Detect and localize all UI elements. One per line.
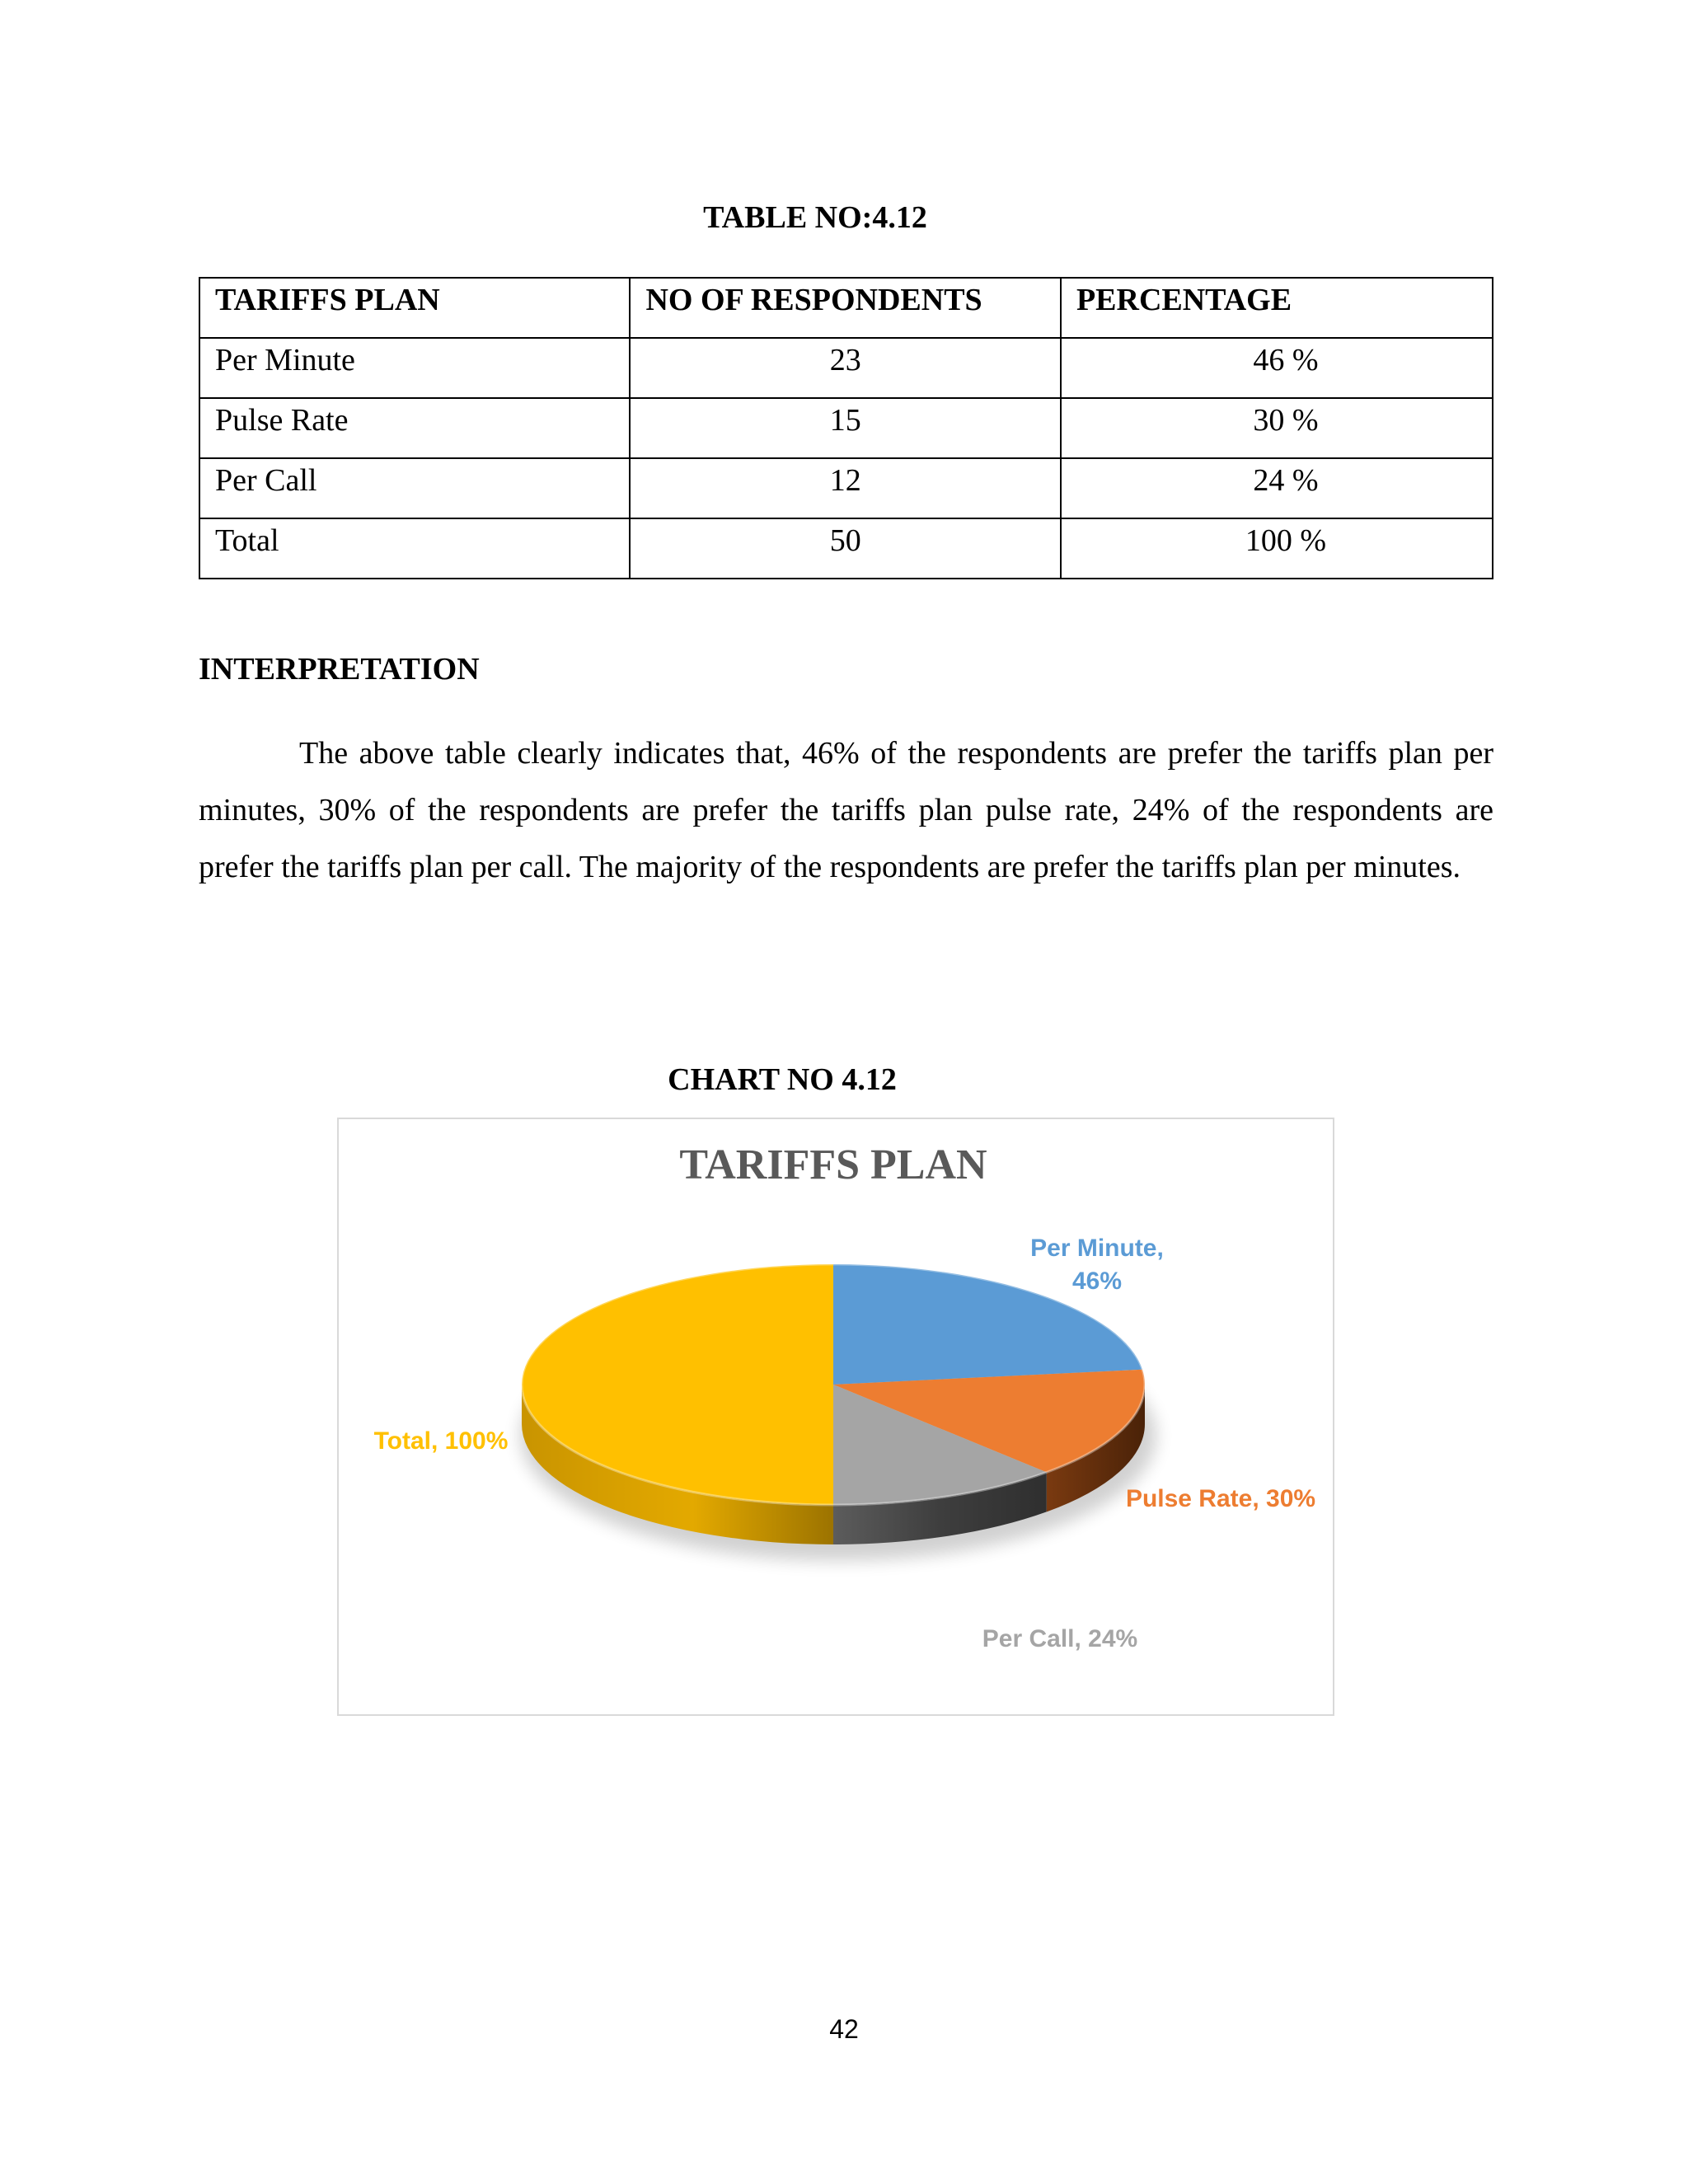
header-no-of-respondents: NO OF RESPONDENTS	[630, 278, 1060, 338]
data-label	[1030, 1235, 1164, 1295]
data-label: Pulse Rate, 30%	[1125, 1485, 1316, 1512]
table-header-row	[199, 278, 1493, 338]
cell-plan: Total	[199, 518, 630, 579]
table-row	[199, 338, 1493, 398]
data-label: Total, 100%	[373, 1427, 509, 1455]
interpretation-text: The above table clearly indicates that, 46% of the respondents are prefer the tariffs plan per minutes, 30% of the respondents are prefer the tariffs plan pulse rate, 24% of the respondents are prefer the tariffs plan per call. The majority of the respondents are prefer the tariffs plan per minutes.	[199, 736, 1493, 884]
cell-respondents: 50	[630, 518, 1060, 579]
data-label-line: Per Minute,	[1030, 1235, 1164, 1262]
cell-percentage: 46 %	[1061, 338, 1493, 398]
cell-percentage: 100 %	[1061, 518, 1493, 579]
table-title: TABLE NO:4.12	[703, 200, 927, 235]
data-label-line: 46%	[1071, 1268, 1123, 1295]
chart-caption: CHART NO 4.12	[668, 1062, 897, 1097]
chart-title: TARIFFS PLAN	[679, 1141, 987, 1188]
table-row	[199, 518, 1493, 579]
tariffs-table	[199, 277, 1493, 579]
cell-respondents: 12	[630, 458, 1060, 518]
interpretation-heading: INTERPRETATION	[199, 652, 480, 687]
header-tariffs-plan: TARIFFS PLAN	[199, 278, 630, 338]
cell-plan: Pulse Rate	[199, 398, 630, 458]
header-percentage: PERCENTAGE	[1061, 278, 1493, 338]
page-number: 42	[829, 2014, 859, 2044]
table-row	[199, 398, 1493, 458]
pie-chart	[337, 1118, 1334, 1716]
table-row	[199, 458, 1493, 518]
cell-respondents: 23	[630, 338, 1060, 398]
pie-chart-svg	[339, 1119, 1333, 1714]
cell-plan: Per Minute	[199, 338, 630, 398]
cell-respondents: 15	[630, 398, 1060, 458]
pie-layer	[520, 1264, 1156, 1561]
cell-percentage: 30 %	[1061, 398, 1493, 458]
data-label: Per Call, 24%	[982, 1625, 1138, 1652]
cell-percentage: 24 %	[1061, 458, 1493, 518]
cell-plan: Per Call	[199, 458, 630, 518]
